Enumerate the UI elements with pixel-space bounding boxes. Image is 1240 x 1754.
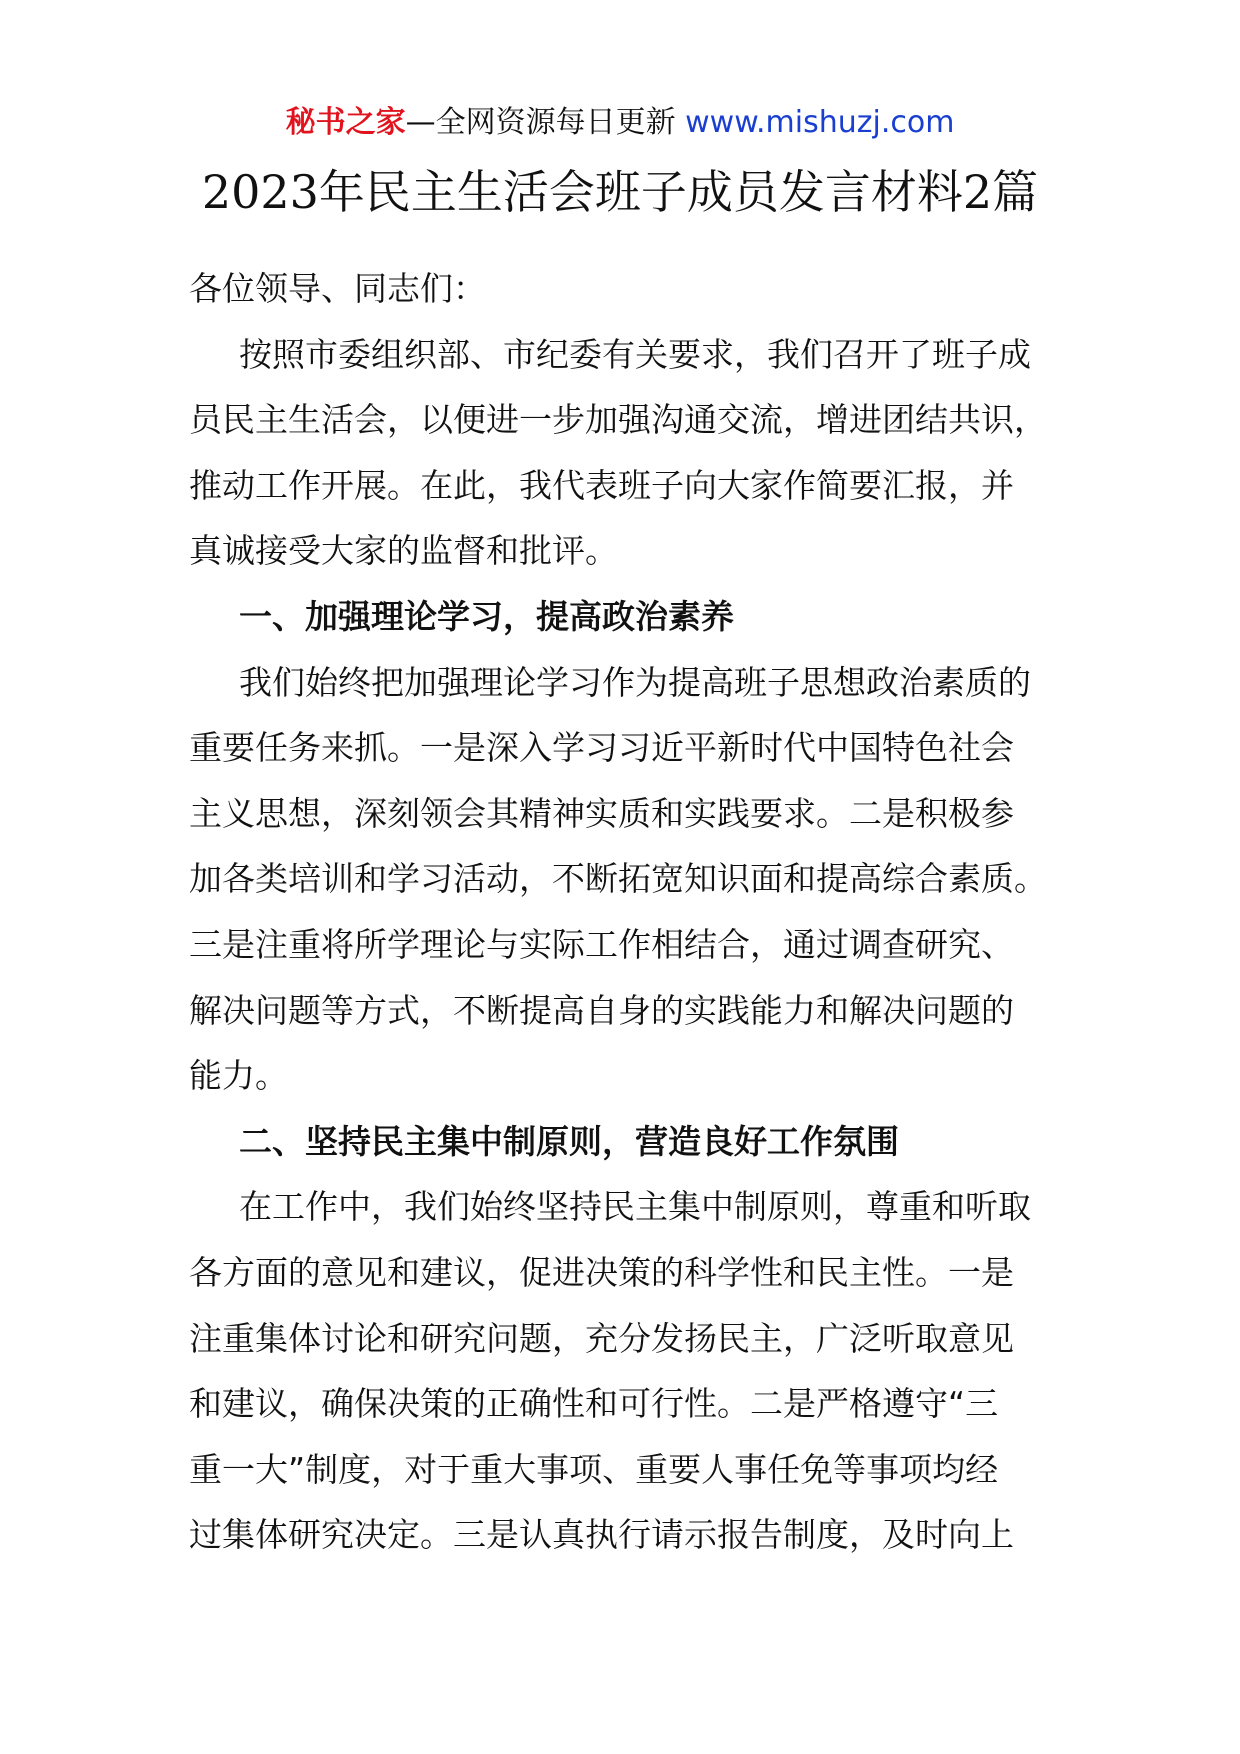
document-body [189,256,1059,1568]
paragraph-line: 解决问题等方式，不断提高自身的实践能力和解决问题的 [189,990,1014,1030]
brand-name: 秘书之家 [285,105,406,140]
paragraph-line: 我们始终把加强理论学习作为提高班子思想政治素质的 [239,662,1031,702]
document-title [0,162,1240,222]
title-main-text: 年民主生活会班子成员发言材料 [318,165,963,219]
paragraph-line: 推动工作开展。在此，我代表班子向大家作简要汇报，并 [189,465,1014,505]
paragraph-line: 按照市委组织部、市纪委有关要求，我们召开了班子成 [239,334,1031,374]
title-year: 2023 [201,165,319,219]
paragraph-line: 在工作中，我们始终坚持民主集中制原则，尊重和听取 [239,1187,1031,1227]
site-header [0,103,1240,143]
paragraph-line: 加各类培训和学习活动，不断拓宽知识面和提高综合素质。 [189,859,1047,899]
title-suffix: 篇 [992,165,1039,219]
salutation: 各位领导、同志们： [189,269,486,308]
paragraph-line: 注重集体讨论和研究问题，充分发扬民主，广泛听取意见 [189,1318,1014,1358]
paragraph-line: 三是注重将所学理论与实际工作相结合，通过调查研究、 [189,924,1014,964]
paragraph-line: 重要任务来抓。一是深入学习习近平新时代中国特色社会 [189,728,1014,768]
section-heading-2: 二、坚持民主集中制原则，营造良好工作氛围 [239,1121,899,1161]
paragraph-line: 过集体研究决定。三是认真执行请示报告制度，及时向上 [189,1515,1014,1555]
paragraph-line: 重一大”制度，对于重大事项、重要人事任免等事项均经 [189,1449,999,1489]
paragraph-line: 主义思想，深刻领会其精神实质和实践要求。二是积极参 [189,793,1014,833]
section-heading-1: 一、加强理论学习，提高政治素养 [239,596,734,636]
header-tagline: —全网资源每日更新 [405,105,686,140]
site-url-link[interactable]: www.mishuzj.com [685,105,955,140]
paragraph-line: 真诚接受大家的监督和批评。 [189,531,618,571]
paragraph-line: 各方面的意见和建议，促进决策的科学性和民主性。一是 [189,1252,1014,1292]
title-count: 2 [962,165,993,219]
paragraph-line: 和建议，确保决策的正确性和可行性。二是严格遵守“三 [189,1384,999,1424]
paragraph-line: 能力。 [189,1056,288,1096]
paragraph-line: 员民主生活会，以便进一步加强沟通交流，增进团结共识， [189,400,1047,440]
